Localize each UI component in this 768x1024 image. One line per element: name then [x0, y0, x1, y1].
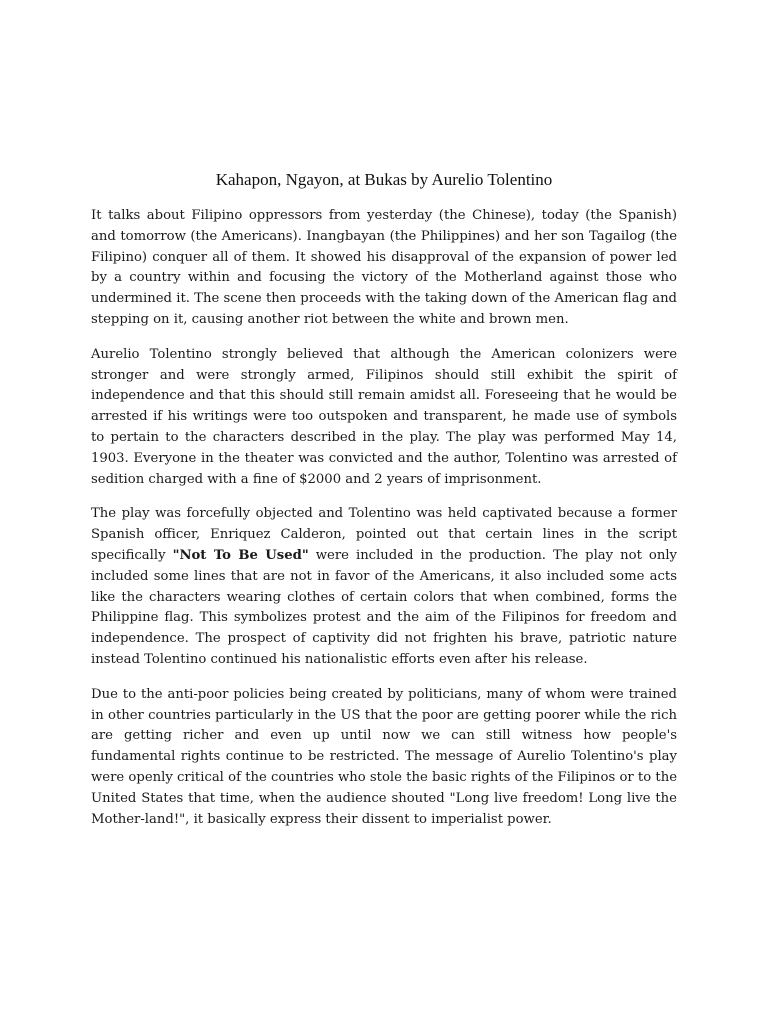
paragraph-4: Due to the anti-poor policies being created by politicians, many of whom were trained in other countries particularly in the US that the poor are getting poorer while the rich are getting richer and even up until now we can still witness how people's fundamental rights continue to be restricted. The message of Aurelio Tolentino's play were openly critical of the countries who stole the basic rights of the Filipinos or to the United States that time, when the audience shouted "Long live freedom! Long live the Mother-land!", it basically express their dissent to imperialist power.	[91, 686, 677, 827]
paragraph-3-text-before: The play was forcefully objected and Tolentino was held captivated because a former Spanish officer, Enriquez Calderon, pointed out that certain lines in the script specifically	[91, 506, 677, 563]
paragraph-1: It talks about Filipino oppressors from yesterday (the Chinese), today (the Spanish) and tomorrow (the Americans). Inangbayan (the Philippines) and her son Tagailog (the Filipino) conquer all of them. It showed his disapproval of the expansion of power led by a country within and focusing the victory of the Motherland against those who undermined it. The scene then proceeds with the taking down of the American flag and stepping on it, causing another riot between the white and brown men.	[91, 208, 677, 327]
document-body	[91, 206, 677, 844]
paragraph-3-emphasis: "Not To Be Used"	[172, 547, 309, 563]
paragraph-3	[91, 504, 677, 670]
paragraph-3-text-after: were included in the production. The play not only included some lines that are not in favor of the Americans, it also included some acts like the characters wearing clothes of certain colors that when combined, forms the Philippine flag. This symbolizes protest and the aim of the Filipinos for freedom and independence. The prospect of captivity did not frighten his brave, patriotic nature instead Tolentino continued his nationalistic efforts even after his release.	[91, 547, 678, 667]
document-title: Kahapon, Ngayon, at Bukas by Aurelio Tolentino	[215, 170, 553, 189]
paragraph-2: Aurelio Tolentino strongly believed that although the American colonizers were stronger and were strongly armed, Filipinos should still exhibit the spirit of independence and that this should still remain amidst all. Foreseeing that he would be arrested if his writings were too outspoken and transparent, he made use of symbols to pertain to the characters described in the play. The play was performed May 14, 1903. Everyone in the theater was convicted and the author, Tolentino was arrested of sedition charged with a fine of $2000 and 2 years of imprisonment.	[91, 346, 677, 487]
